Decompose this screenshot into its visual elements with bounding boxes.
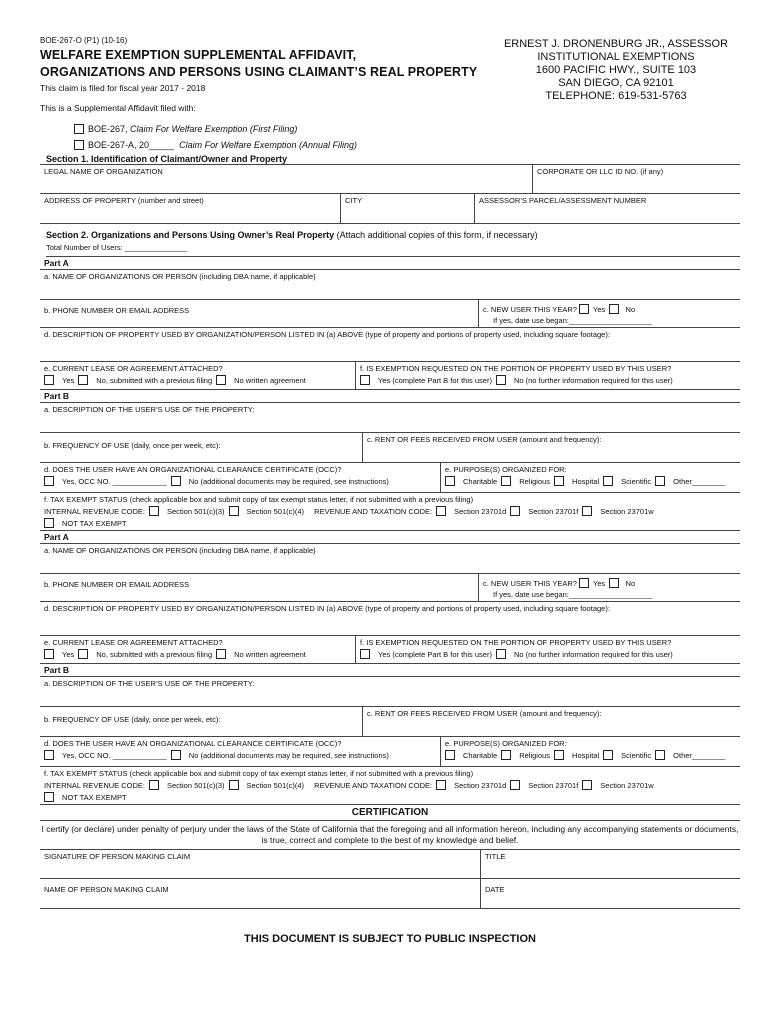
- field-date[interactable]: DATE: [480, 879, 740, 908]
- public-inspection-notice: THIS DOCUMENT IS SUBJECT TO PUBLIC INSPECTION: [244, 933, 536, 945]
- checkbox-23701w[interactable]: [582, 780, 592, 790]
- checkbox-501c4[interactable]: [229, 506, 239, 516]
- section2-title: Section 2. Organizations and Persons Using Owner’s Real Property (Attach additional copies of this form, if necessary): [46, 230, 538, 240]
- checkbox-exempt-yes[interactable]: [360, 649, 370, 659]
- field-signature[interactable]: SIGNATURE OF PERSON MAKING CLAIM: [44, 852, 191, 861]
- checkbox-501c3[interactable]: [149, 780, 159, 790]
- fiscal-year: This claim is filed for fiscal year 2017 - 2018: [40, 83, 206, 93]
- form-title-line2: ORGANIZATIONS AND PERSONS USING CLAIMANT’S REAL PROPERTY: [40, 65, 478, 79]
- field-date-began[interactable]: If yes, date use began:____________________: [493, 316, 653, 325]
- form-number: BOE-267-O (P1) (10-16): [40, 36, 128, 45]
- checkbox-lease-no-written[interactable]: [216, 375, 226, 385]
- certification-text: I certify (or declare) under penalty of perjury under the laws of the State of California that the foregoing and all information hereon, including any accompanying statements or documents, is true, correct and complete to the best of my knowledge and belief.: [41, 824, 739, 845]
- checkbox-annual-filing[interactable]: [74, 140, 84, 150]
- checkbox-lease-yes[interactable]: [44, 375, 54, 385]
- checkbox-501c3[interactable]: [149, 506, 159, 516]
- user-block-2: Part A a. NAME OF ORGANIZATIONS OR PERSON (including DBA name, if applicable) b. PHONE NUMBER OR EMAIL ADDRESS c. NEW USER THIS YEAR? Yes No If yes, date use began:____________________ d. DESCRIPTION OF PROPERTY USED BY ORGANIZATION/PERSON LISTED IN (a) ABOVE (type of property and portions of property used, including square footage): e. CURRENT LEASE OR AGREEMENT ATTACHED? Yes No, submitted with a previous filing No written agreement f. IS EXEMPTION REQUESTED ON THE PORTION OF PROPERTY USED BY THIS USER? Yes (complete Part B for this user) No (no further information required for this user) Part B a. DESCRIPTION OF THE USER’S USE OF THE PROPERTY: b. FREQUENCY OF USE (daily, once per week, etc): c. RENT OR FEES RECEIVED FROM USER (amount and frequency): d. DOES THE USER HAVE AN ORGANIZATIONAL CLEARANCE CERTIFICATE (OCC)? Yes, OCC NO. _____________ No (additional documents may be required, see instructions) e. PURPOSE(S) ORGANIZED FOR: Charitable Religious Hospital Scientific Other________ f. TAX EXEMPT STATUS (check applicable box and submit copy of tax exempt status letter, if not submitted with a previous filing) INTERNAL REVENUE CODE: Section 501(c)(3) Section 501(c)(4) REVENUE AND TAXATION CODE: Section 23701d Section 23701f Section 23701w NOT TAX EXEMPT: [40, 531, 740, 804]
- checkbox-23701f[interactable]: [510, 506, 520, 516]
- section1-title: Section 1. Identification of Claimant/Owner and Property: [46, 154, 288, 164]
- checkbox-scientific[interactable]: [603, 750, 613, 760]
- field-parcel[interactable]: ASSESSOR’S PARCEL/ASSESSMENT NUMBER: [474, 194, 740, 223]
- field-frequency[interactable]: b. FREQUENCY OF USE (daily, once per week, etc):: [44, 441, 221, 450]
- checkbox-other[interactable]: [655, 476, 665, 486]
- checkbox-religious[interactable]: [501, 476, 511, 486]
- checkbox-exempt-no[interactable]: [496, 649, 506, 659]
- field-user-name[interactable]: a. NAME OF ORGANIZATIONS OR PERSON (including DBA name, if applicable): [44, 546, 316, 555]
- assessor-name: ERNEST J. DRONENBURG JR., ASSESSOR: [503, 38, 729, 50]
- part-b-label: Part B: [40, 664, 740, 677]
- checkbox-new-user-yes[interactable]: [579, 578, 589, 588]
- user-block-1: Part A a. NAME OF ORGANIZATIONS OR PERSON (including DBA name, if applicable) b. PHONE NUMBER OR EMAIL ADDRESS c. NEW USER THIS YEAR? Yes No If yes, date use began:____________________ d. DESCRIPTION OF PROPERTY USED BY ORGANIZATION/PERSON LISTED IN (a) ABOVE (type of property and portions of property used, including square footage): e. CURRENT LEASE OR AGREEMENT ATTACHED? Yes No, submitted with a previous filing No written agreement f. IS EXEMPTION REQUESTED ON THE PORTION OF PROPERTY USED BY THIS USER? Yes (complete Part B for this user) No (no further information required for this user) Part B a. DESCRIPTION OF THE USER’S USE OF THE PROPERTY: b. FREQUENCY OF USE (daily, once per week, etc): c. RENT OR FEES RECEIVED FROM USER (amount and frequency): d. DOES THE USER HAVE AN ORGANIZATIONAL CLEARANCE CERTIFICATE (OCC)? Yes, OCC NO. _____________ No (additional documents may be required, see instructions) e. PURPOSE(S) ORGANIZED FOR: Charitable Religious Hospital Scientific Other________ f. TAX EXEMPT STATUS (check applicable box and submit copy of tax exempt status letter, if not submitted with a previous filing) INTERNAL REVENUE CODE: Section 501(c)(3) Section 501(c)(4) REVENUE AND TAXATION CODE: Section 23701d Section 23701f Section 23701w NOT TAX EXEMPT: [40, 257, 740, 531]
- form-page: [40, 36, 740, 945]
- field-use-desc[interactable]: a. DESCRIPTION OF THE USER’S USE OF THE PROPERTY:: [44, 679, 255, 688]
- assessor-dept: INSTITUTIONAL EXEMPTIONS: [537, 51, 695, 63]
- checkbox-23701f[interactable]: [510, 780, 520, 790]
- checkbox-occ-no[interactable]: [171, 476, 181, 486]
- part-a-label: Part A: [40, 531, 740, 544]
- field-corp-id[interactable]: CORPORATE OR LLC ID NO. (if any): [532, 165, 740, 193]
- checkbox-new-user-no[interactable]: [609, 578, 619, 588]
- checkbox-23701w[interactable]: [582, 506, 592, 516]
- certification-title: CERTIFICATION: [40, 804, 740, 821]
- checkbox-other[interactable]: [655, 750, 665, 760]
- checkbox-lease-yes[interactable]: [44, 649, 54, 659]
- checkbox-hospital[interactable]: [554, 476, 564, 486]
- checkbox-charitable[interactable]: [445, 476, 455, 486]
- assessor-block: [486, 38, 746, 103]
- total-users[interactable]: Total Number of Users: _______________: [46, 243, 740, 257]
- field-user-name[interactable]: a. NAME OF ORGANIZATIONS OR PERSON (including DBA name, if applicable): [44, 272, 316, 281]
- checkbox-charitable[interactable]: [445, 750, 455, 760]
- checkbox-exempt-no[interactable]: [496, 375, 506, 385]
- checkbox-lease-no-written[interactable]: [216, 649, 226, 659]
- checkbox-new-user-no[interactable]: [609, 304, 619, 314]
- checkbox-occ-yes[interactable]: [44, 750, 54, 760]
- row-address: [40, 194, 740, 224]
- field-description[interactable]: d. DESCRIPTION OF PROPERTY USED BY ORGANIZATION/PERSON LISTED IN (a) ABOVE (type of property and portions of property used, including square footage):: [44, 604, 610, 613]
- checkbox-first-filing[interactable]: [74, 124, 84, 134]
- field-phone[interactable]: b. PHONE NUMBER OR EMAIL ADDRESS: [44, 306, 190, 315]
- field-legal-name[interactable]: LEGAL NAME OF ORGANIZATION: [44, 167, 163, 176]
- assessor-city: SAN DIEGO, CA 92101: [558, 77, 674, 89]
- row-legal-name: [40, 164, 740, 194]
- checkbox-lease-no-prev[interactable]: [78, 649, 88, 659]
- checkbox-501c4[interactable]: [229, 780, 239, 790]
- field-claimant-name[interactable]: NAME OF PERSON MAKING CLAIM: [44, 885, 169, 894]
- checkbox-new-user-yes[interactable]: [579, 304, 589, 314]
- field-use-desc[interactable]: a. DESCRIPTION OF THE USER’S USE OF THE PROPERTY:: [44, 405, 255, 414]
- field-frequency[interactable]: b. FREQUENCY OF USE (daily, once per week, etc):: [44, 715, 221, 724]
- checkbox-23701d[interactable]: [436, 780, 446, 790]
- checkbox-lease-no-prev[interactable]: [78, 375, 88, 385]
- field-rent[interactable]: c. RENT OR FEES RECEIVED FROM USER (amount and frequency):: [362, 707, 740, 736]
- checkbox-hospital[interactable]: [554, 750, 564, 760]
- checkbox-not-exempt[interactable]: [44, 518, 54, 528]
- part-a-label: Part A: [40, 257, 740, 270]
- checkbox-religious[interactable]: [501, 750, 511, 760]
- opt-first-filing: BOE-267, Claim For Welfare Exemption (First Filing): [74, 124, 740, 134]
- field-rent[interactable]: c. RENT OR FEES RECEIVED FROM USER (amount and frequency):: [362, 433, 740, 462]
- checkbox-occ-yes[interactable]: [44, 476, 54, 486]
- field-phone[interactable]: b. PHONE NUMBER OR EMAIL ADDRESS: [44, 580, 190, 589]
- form-title-line1: WELFARE EXEMPTION SUPPLEMENTAL AFFIDAVIT,: [40, 48, 357, 62]
- checkbox-23701d[interactable]: [436, 506, 446, 516]
- field-title[interactable]: TITLE: [480, 850, 740, 878]
- checkbox-scientific[interactable]: [603, 476, 613, 486]
- checkbox-not-exempt[interactable]: [44, 792, 54, 802]
- checkbox-occ-no[interactable]: [171, 750, 181, 760]
- assessor-address: 1600 PACIFIC HWY., SUITE 103: [535, 64, 697, 76]
- supplemental-note: This is a Supplemental Affidavit filed with:: [40, 103, 196, 113]
- part-b-label: Part B: [40, 390, 740, 403]
- assessor-phone: TELEPHONE: 619-531-5763: [545, 90, 687, 102]
- checkbox-exempt-yes[interactable]: [360, 375, 370, 385]
- field-date-began[interactable]: If yes, date use began:____________________: [493, 590, 653, 599]
- field-description[interactable]: d. DESCRIPTION OF PROPERTY USED BY ORGANIZATION/PERSON LISTED IN (a) ABOVE (type of property and portions of property used, including square footage):: [44, 330, 610, 339]
- field-city[interactable]: CITY: [340, 194, 474, 223]
- opt-annual-filing: BOE-267-A, 20_____ Claim For Welfare Exemption (Annual Filing): [74, 140, 740, 150]
- field-address[interactable]: ADDRESS OF PROPERTY (number and street): [44, 196, 204, 205]
- form-header: [40, 36, 740, 118]
